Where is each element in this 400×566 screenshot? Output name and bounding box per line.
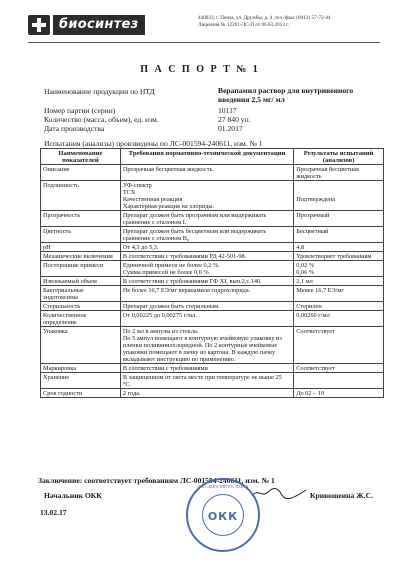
cell-indicator: Маркировка <box>41 364 121 373</box>
results-table <box>40 148 384 398</box>
cell-requirement: Прозрачная бесцветная жидкость. <box>120 165 293 181</box>
company-logo <box>28 14 156 36</box>
cell-result: Удовлетворяет требованиям <box>294 252 384 261</box>
cell-indicator: Описание <box>41 165 121 181</box>
cell-indicator: Цветность <box>41 227 121 243</box>
cell-result: Соответствует <box>294 327 384 364</box>
meta-label: Дата производства <box>44 124 105 133</box>
meta-row-date <box>44 124 384 133</box>
cell-requirement: В соответствии с требованиями РД 42-501-98. <box>120 252 293 261</box>
meta-value: Верапамил раствор для внутривенного введения 2,5 мг/ мл <box>218 86 354 104</box>
meta-row-batch <box>44 106 384 115</box>
table-row <box>41 252 384 261</box>
meta-value: 01.2017 <box>218 124 243 133</box>
table-row <box>41 302 384 311</box>
cell-indicator: Срок годности <box>41 389 121 398</box>
meta-row-product <box>44 86 384 106</box>
conclusion: Заключение: соответствует требованиям ЛС-001594-240611, изм. № 1 <box>38 476 275 485</box>
cell-result: Бесцветный <box>294 227 384 243</box>
cell-indicator: Посторонние примеси <box>41 261 121 277</box>
cell-indicator: pH <box>41 243 121 252</box>
cell-requirement: УФ-спектр ТСХ Качественная реакция Характерная реакция на хлориды. <box>120 181 293 211</box>
table-row <box>41 286 384 302</box>
cell-result: Подтверждена <box>294 181 384 211</box>
table-row <box>41 227 384 243</box>
meta-row-quantity <box>44 115 384 124</box>
meta-value: 10117 <box>218 106 237 115</box>
header-results: Результаты испытаний (анализов) <box>294 149 384 165</box>
cell-requirement: Препарат должен быть прозрачным или выдерживать сравнение с эталоном I. <box>120 211 293 227</box>
cell-requirement: В соответствии с требованиями <box>120 364 293 373</box>
company-address <box>198 15 378 29</box>
okk-stamp <box>186 478 260 552</box>
cell-indicator: Подлинность <box>41 181 121 211</box>
table-row <box>41 327 384 364</box>
table-header-row <box>41 149 384 165</box>
cell-requirement: Не более 16,7 ЕЭ/мг верапамила гидрохлорида. <box>120 286 293 302</box>
cell-requirement: От 0,00225 до 0,00275 г/мл. <box>120 311 293 327</box>
meta-label: Наименование продукции по НТД <box>44 87 155 96</box>
table-row <box>41 165 384 181</box>
product-meta <box>44 86 384 133</box>
cell-requirement: В соответствии с требованиями ГФ XI, вып.2,с.140. <box>120 277 293 286</box>
table-row <box>41 389 384 398</box>
cell-result: Соответствует <box>294 364 384 373</box>
cell-requirement: Единичной примеси не более 0,2 %. Сумма примесей не более 0,6 %. <box>120 261 293 277</box>
table-row <box>41 261 384 277</box>
address-line: 440033, г. Пенза, ул. Дружбы, д. 4 ,тел./факс (8412) 57-72-44 <box>198 15 331 21</box>
meta-label: Количество (масса, объем), ед. изм. <box>44 115 159 124</box>
cell-indicator: Стерильность <box>41 302 121 311</box>
stamp-center-text: ОКК <box>207 510 239 523</box>
table-row <box>41 211 384 227</box>
cell-requirement: От 4,3 до 5,3. <box>120 243 293 252</box>
document-title: П А С П О Р Т № 1 <box>140 64 260 75</box>
cell-result: Прозрачная бесцветная жидкость <box>294 165 384 181</box>
header-divider <box>28 42 380 43</box>
tests-line: Испытания (анализы) произведены по ЛС-001594-240611, изм. № 1 <box>44 139 263 148</box>
cell-requirement: В защищенном от света месте при температуре не выше 25 °C. <box>120 373 293 389</box>
meta-value: 27 840 уп. <box>218 115 251 124</box>
cell-result <box>294 373 384 389</box>
logo-text: биосинтез <box>53 15 145 35</box>
table-row <box>41 311 384 327</box>
cell-result: Менее 16,7 ЕЭ/мг <box>294 286 384 302</box>
cell-requirement: Препарат должен быть стерильным. <box>120 302 293 311</box>
license-line: Лицензия № 12261-ЛС-П от 06.03.2013 г. <box>198 22 289 28</box>
table-row <box>41 243 384 252</box>
table-row <box>41 373 384 389</box>
cell-indicator: Прозрачность <box>41 211 121 227</box>
cell-result: 0,00260 г/мл <box>294 311 384 327</box>
signature <box>250 486 308 500</box>
meta-label: Номер партии (серии) <box>44 106 116 115</box>
table-row <box>41 277 384 286</box>
table-row <box>41 364 384 373</box>
cell-result: Прозрачный <box>294 211 384 227</box>
cell-indicator: Упаковка <box>41 327 121 364</box>
cell-indicator: Механические включения <box>41 252 121 261</box>
cell-requirement: 2 года. <box>120 389 293 398</box>
header-name: Наименование показателей <box>41 149 121 165</box>
cell-indicator: Хранение <box>41 373 121 389</box>
cell-requirement: Препарат должен быть бесцветным или выдерживать сравнение с эталоном B₉ <box>120 227 293 243</box>
cell-result: До 02 – 19 <box>294 389 384 398</box>
table-row <box>41 181 384 211</box>
signing-date: 13.02.17 <box>40 508 67 517</box>
stamp-ring-text: ОАО «БИОСИНТЕЗ» ПЕНЗА <box>197 484 249 489</box>
header-requirements: Требования нормативно-технической документации <box>120 149 293 165</box>
chief-title: Начальник ОКК <box>44 491 102 500</box>
cross-logo-icon <box>28 15 50 35</box>
cell-indicator: Извлекаемый объем <box>41 277 121 286</box>
cell-indicator: Количественное определение <box>41 311 121 327</box>
cell-result: 4,8 <box>294 243 384 252</box>
cell-result: Стерилен <box>294 302 384 311</box>
cell-result: 0,02 % 0,06 % <box>294 261 384 277</box>
cell-result: 2,1 мл <box>294 277 384 286</box>
cell-requirement: По 2 мл в ампулы из стекла. По 5 ампул помещают в контурную ячейковую упаковку из пленки поливинилхлоридной. По 2 контурные ячейковые упаковки помещают в пачку из картона. В каждую пачку вкладывают инструкцию по применению. <box>120 327 293 364</box>
cell-indicator: Бактериальные эндотоксины <box>41 286 121 302</box>
chief-name: Кривошеина Ж.С. <box>310 491 373 500</box>
